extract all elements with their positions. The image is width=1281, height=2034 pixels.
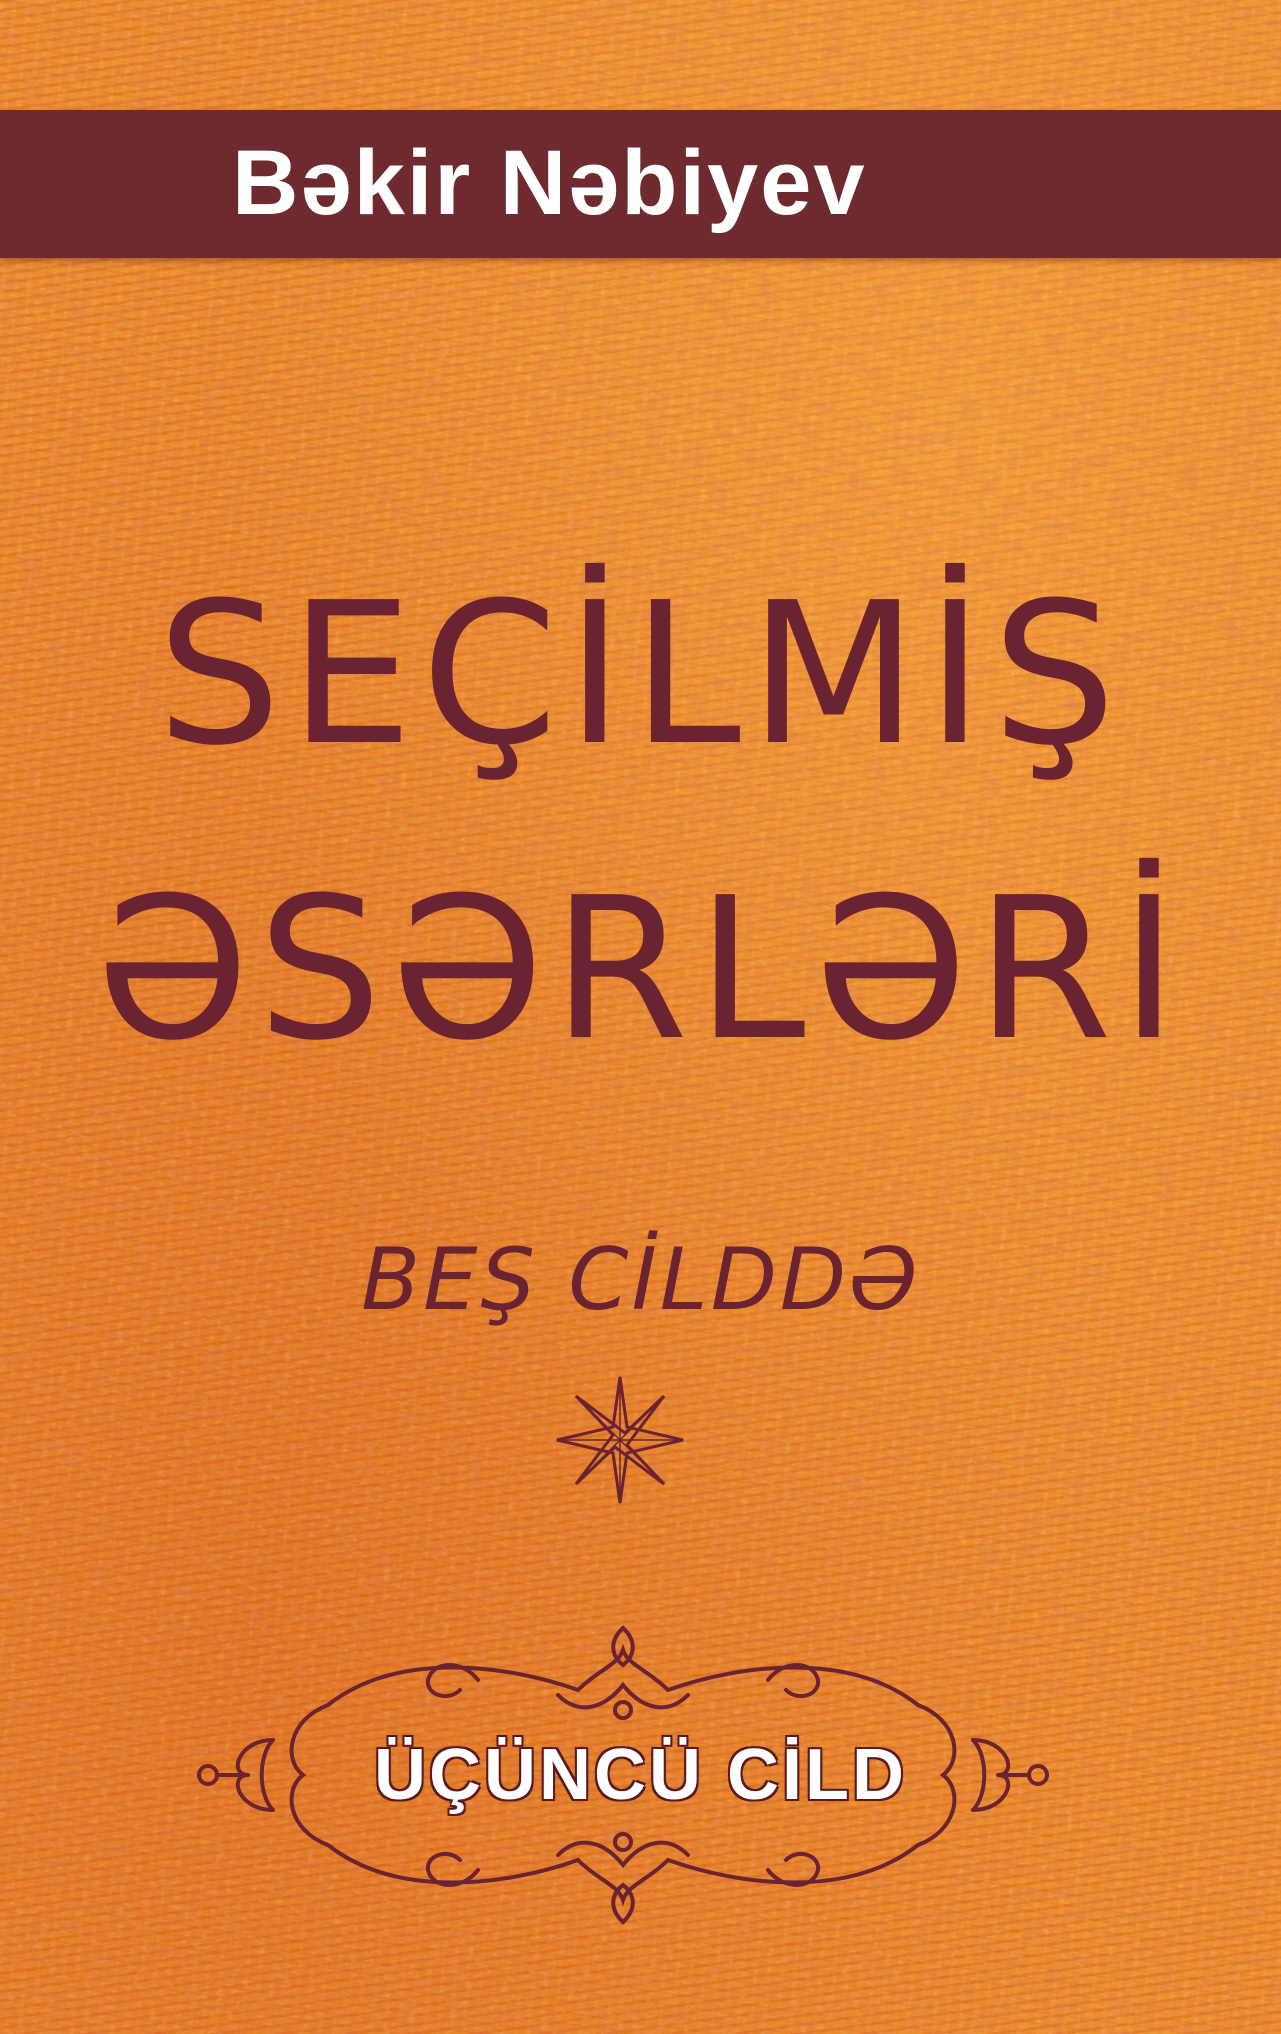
volume-label: ÜÇÜNCÜ CİLD (374, 1735, 907, 1815)
author-name: Bəkir Nəbiyev (232, 132, 867, 234)
eight-point-star-icon (555, 1375, 685, 1505)
title-line-1: SEÇİLMİŞ (156, 561, 1125, 789)
title-line-2: ƏSƏRLƏRİ (95, 856, 1186, 1084)
subtitle: BEŞ CİLDDƏ (361, 1230, 920, 1330)
